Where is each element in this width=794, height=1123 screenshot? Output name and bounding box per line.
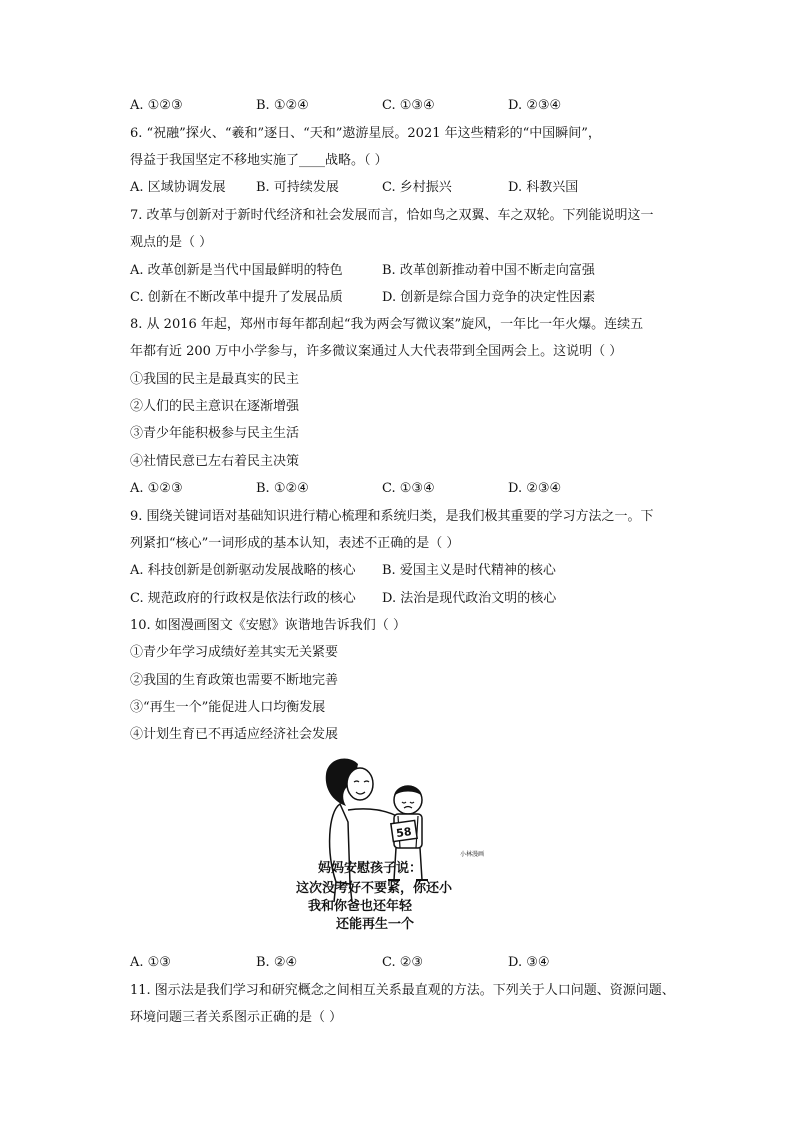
q8-item-2: ②人们的民主意识在逐渐增强 xyxy=(130,399,300,414)
q9-stem-line-2: 列紧扣“核心”一词形成的基本认知，表述不正确的是（ ） xyxy=(130,536,460,551)
q10-option-d: D. ③④ xyxy=(508,955,550,970)
q8-stem-line-1: 8. 从 2016 年起，郑州市每年都刮起“我为两会写微议案”旋风，一年比一年火爆。连续五 xyxy=(130,317,644,332)
q6-option-d: D. 科教兴国 xyxy=(508,180,579,195)
q10-item-4: ④计划生育已不再适应经济社会发展 xyxy=(130,727,339,742)
q7-option-a: A. 改革创新是当代中国最鲜明的特色 xyxy=(130,263,343,278)
score-label: 58 xyxy=(395,825,413,841)
q9-option-a: A. 科技创新是创新驱动发展战略的核心 xyxy=(130,563,356,578)
q10-item-3: ③“再生一个”能促进人口均衡发展 xyxy=(130,700,326,715)
cartoon-comfort xyxy=(288,752,508,932)
q10-option-a: A. ①③ xyxy=(130,955,171,970)
caption-line-2: 这次没考好不要紧，你还小 xyxy=(296,881,453,896)
q7-option-c: C. 创新在不断改革中提升了发展品质 xyxy=(130,290,343,305)
q8-option-d: D. ②③④ xyxy=(508,481,562,496)
q8-item-3: ③青少年能积极参与民主生活 xyxy=(130,426,300,441)
q8-option-a: A. ①②③ xyxy=(130,481,183,496)
q6-option-a: A. 区域协调发展 xyxy=(130,180,226,195)
q5-option-c: C. ①③④ xyxy=(382,98,435,113)
q10-option-c: C. ②③ xyxy=(382,955,424,970)
q7-stem-line-2: 观点的是（ ） xyxy=(130,235,213,250)
q6-option-c: C. 乡村振兴 xyxy=(382,180,452,195)
q9-option-b: B. 爱国主义是时代精神的核心 xyxy=(382,563,556,578)
q9-option-d: D. 法治是现代政治文明的核心 xyxy=(382,591,557,606)
cartoon-illustration xyxy=(288,752,508,932)
q7-option-d: D. 创新是综合国力竞争的决定性因素 xyxy=(382,290,596,305)
caption-line-4: 还能再生一个 xyxy=(336,917,415,932)
q8-item-1: ①我国的民主是最真实的民主 xyxy=(130,372,300,387)
q6-stem-line-1: 6. “祝融”探火、“羲和”逐日、“天和”遨游星辰。2021 年这些精彩的“中国瞬间”， xyxy=(130,126,601,141)
q11-stem-line-2: 环境问题三者关系图示正确的是（ ） xyxy=(130,1010,343,1025)
q8-option-c: C. ①③④ xyxy=(382,481,435,496)
q7-option-b: B. 改革创新推动着中国不断走向富强 xyxy=(382,263,595,278)
q6-stem-line-2: 得益于我国坚定不移地实施了____战略。（ ） xyxy=(130,153,388,168)
q9-option-c: C. 规范政府的行政权是依法行政的核心 xyxy=(130,591,356,606)
q5-option-b: B. ①②④ xyxy=(256,98,309,113)
caption-line-3: 我和你爸也还年轻 xyxy=(308,899,413,914)
q8-option-b: B. ①②④ xyxy=(256,481,309,496)
q8-stem-line-2: 年都有近 200 万中小学参与，许多微议案通过人大代表带到全国两会上。这说明（ ） xyxy=(130,344,623,359)
q5-option-d: D. ②③④ xyxy=(508,98,562,113)
q9-stem-line-1: 9. 围绕关键词语对基础知识进行精心梳理和系统归类，是我们极其重要的学习方法之一。下 xyxy=(130,509,654,524)
q10-item-2: ②我国的生育政策也需要不断地完善 xyxy=(130,673,339,688)
q6-option-b: B. 可持续发展 xyxy=(256,180,339,195)
q10-option-b: B. ②④ xyxy=(256,955,298,970)
q10-item-1: ①青少年学习成绩好差其实无关紧要 xyxy=(130,645,339,660)
caption-line-1: 妈妈安慰孩子说： xyxy=(318,861,423,876)
artist-signature: 小林漫画 xyxy=(460,851,485,858)
q8-item-4: ④社情民意已左右着民主决策 xyxy=(130,454,300,469)
q11-stem-line-1: 11. 图示法是我们学习和研究概念之间相互关系最直观的方法。下列关于人口问题、资源问题、 xyxy=(130,983,675,998)
q10-stem: 10. 如图漫画图文《安慰》诙谐地告诉我们（ ） xyxy=(130,618,406,633)
q5-option-a: A. ①②③ xyxy=(130,98,183,113)
q7-stem-line-1: 7. 改革与创新对于新时代经济和社会发展而言，恰如鸟之双翼、车之双轮。下列能说明这一 xyxy=(130,208,654,223)
